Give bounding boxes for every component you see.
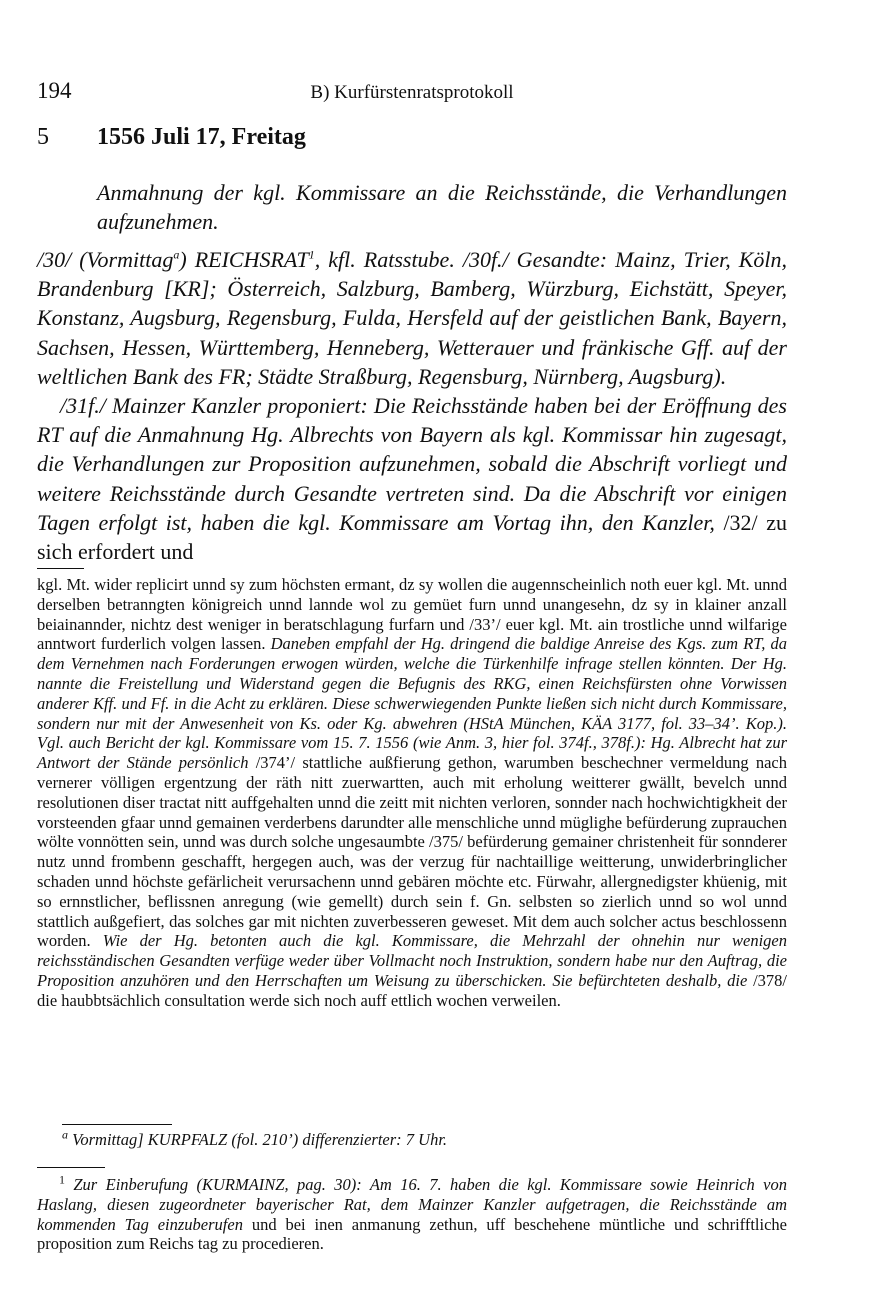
variant-text: Vormittag] KURPFALZ (fol. 210’) differenzierter: 7 Uhr. [68,1130,448,1149]
p1-part-c: , kfl. Ratsstube. /30f./ Gesandte: Mainz, Trier, Köln, Brandenburg [KR]; Österreich, Salzburg, Bamberg, Würzburg, Eichstätt, Speyer, Konstanz, Augsburg, Regensburg, Fulda, Hersfeld auf der geistlichen Bank, Bayern, Sachsen, Hessen, Württemberg, Henneberg, Wetterauer und fränkische Gff. auf der weltlichen Bank des FR; Städte Straßburg, Regensburg, Nürnberg, Augsburg). [37,247,788,389]
variant-note [62,1127,787,1150]
page-header [37,78,787,108]
variant-ref-a: a [173,247,180,262]
text-note-s3: /374’/ stattliche außfierung gethon, warumben beschechner vermeldung nach vernerer völligen ergentzung der räth nitt zuerwartten, auch mit erholung weitterer gwällt, bevelch unnd resolutionen diser tractat nitt auffgehalten unnd die zeitt mit nichten verloren, sonnder nach hochwichtigkheit der vorsteenden gfaar unnd gemainen verderbens darundter alle menschliche unnd müglighe befürderung zuprauchen wölte vonnötten sein, unnd was durch solche ungesaumbte /375/ befürderung gemainer christenheit für sonnderer nutz unnd frombenn geschafft, hergegen auch, was der verzug für nachtaillige weitterung, unwiderbringlicher schaden unnd höchste gefärlicheit verursachenn unnd gebären möchte etc. Fürwahr, allergnedigster khüenig, mit so ernnstlicher, beflissnen anregung (wie gemellt) durch sein f. Gn. selbsten so zierlich unnd so wol unnd stattlich außgefiert, das solches gar mit nichten zuverbesseren geweset. Mit dem auch solcher actus beschlossenn worden. [37,753,788,951]
p2-roman: /32/ zu sich erfordert und [37,509,787,565]
main-paragraph-1 [37,245,787,391]
variant-marker: a [62,1127,68,1142]
text-note-s4: Wie der Hg. betonten auch die kgl. Kommissare, die Mehrzahl der ohnehin nur wenigen reichsständischen Gesandten verfüge weder über Vollmacht noch Instruktion, sondern habe nur den Auftrag, die Proposition anzuhören und den Herrschaften um Weisung zu überschicken. Sie befürchteten deshalb, die [37,931,788,990]
p1-part-a: /30/ (Vormittag [37,247,174,272]
text-note [37,575,787,1011]
footnote-roman: und bei inen anmanung zethun, uff beschehene müntliche und schrifftliche proposition zum Reichs tag zu procedieren. [37,1214,787,1254]
text-note-s2: Daneben empfahl der Hg. dringend die baldige Anreise des Kgs. zum RT, da dem Vernehmen nach Forderungen erwogen würden, welche die Türkenhilfe infrage stellen könnten. Der Hg. nannte die Freistellung und Widerstand gegen die Befugnis des RKG, einen Reichsfürsten ohne Vorwissen anderer Kff. und Ff. in die Acht zu erklären. Diese schwerwiegenden Punkte ließen sich nicht durch Kommissare, sondern nur mit der Anwesenheit von Ks. oder Kg. abwehren (HStA München, KÄA 3177, fol. 33–34’. Kop.). Vgl. auch Bericht der kgl. Kommissare vom 15. 7. 1556 (wie Anm. 3, hier fol. 374f., 378f.): Hg. Albrecht hat zur Antwort der Stände persönlich [37,634,788,773]
entry-number: 5 [37,124,49,150]
page-number: 194 [37,78,72,103]
footnote-ref-1: 1 [308,247,315,262]
variant-divider [62,1124,172,1125]
entry-summary: Anmahnung der kgl. Kommissare an die Reichsstände, die Verhandlungen aufzunehmen. [97,180,787,234]
text-note-s5: /378/ die haubbtsächlich consultation werde sich noch auff ettlich wochen verweilen. [37,970,787,1010]
running-title: B) Kurfürstenratsprotokoll [310,82,514,103]
note-divider [37,568,84,569]
main-text [37,245,787,566]
footnote-marker: 1 [59,1172,65,1187]
p2-italic: /31f./ Mainzer Kanzler proponiert: Die Reichsstände haben bei der Eröffnung des RT auf die Anmahnung Hg. Albrechts von Bayern als kgl. Kommissar hin zugesagt, die Verhandlungen zur Proposition aufzunehmen, sobald die Abschrift vorliegt und weitere Reichsstände durch Gesandte vertreten sind. Da die Abschrift vor einigen Tagen erfolgt ist, haben die kgl. Kommissare am Vortag ihn, den Kanzler, [37,393,787,535]
entry-date: 1556 Juli 17, Freitag [97,124,306,150]
p1-part-b: ) REICHSRAT [179,247,309,272]
text-note-s1: kgl. Mt. wider replicirt unnd sy zum höchsten ermant, dz sy wollen die augennscheinlich noth euer kgl. Mt. unnd derselben betranngten königreich unnd lannde wol zu gemüet furn unnd unangesehn, dz sy in klainer anzall beiainannder, nichtz dest weniger in beratschlagung furfarn und /33’/ euer kgl. Mt. ain trostliche unnd wilfarige anntwort furderlich volgen lassen. [37,575,787,654]
main-paragraph-2 [37,391,787,566]
footnote-italic: Zur Einberufung (KURMAINZ, pag. 30): Am 16. 7. haben die kgl. Kommissare sowie Heinrich von Haslang, diesen zugeordneter bayerischer Rat, dem Mainzer Kanzler aufgetragen, die Reichsstände am kommenden Tag einzuberufen [37,1175,787,1234]
footnote-divider [37,1167,105,1168]
footnote-1 [37,1172,787,1254]
